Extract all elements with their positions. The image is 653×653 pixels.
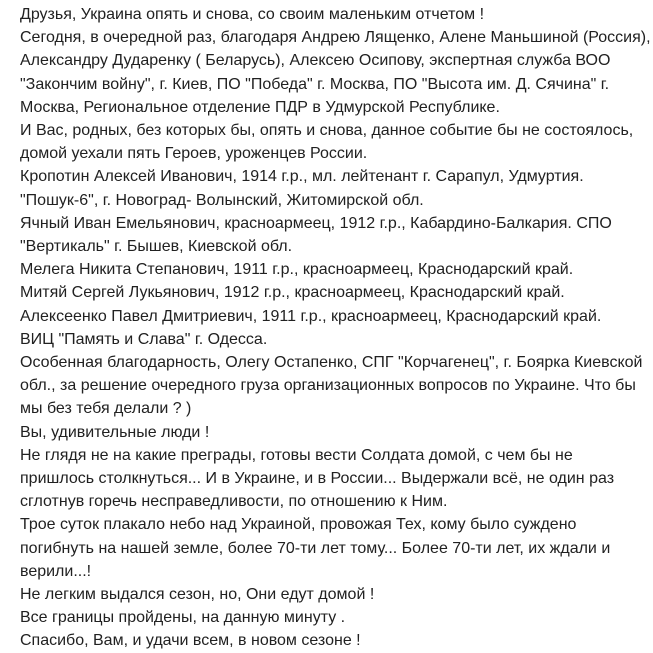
text-line: "Вертикаль" г. Бышев, Киевской обл. [20, 238, 293, 256]
text-line: Не легким выдался сезон, но, Они едут домой ! [20, 586, 375, 604]
text-line: Кропотин Алексей Иванович, 1914 г.р., мл. лейтенант г. Сарапул, Удмуртия. [20, 168, 584, 186]
text-line: "Пошук-6", г. Новоград- Волынский, Житомирской обл. [20, 191, 424, 209]
text-line: домой уехали пять Героев, уроженцев России. [20, 145, 368, 163]
text-line: Митяй Сергей Лукьянович, 1912 г.р., красноармеец, Краснодарский край. [20, 284, 565, 302]
text-line: обл., за решение очередного груза организационных вопросов по Украине. Что бы [20, 377, 636, 395]
text-line: Александру Дударенку ( Беларусь), Алексею Осипову, экспертная служба ВОО [20, 52, 611, 70]
text-line: Москва, Региональное отделение ПДР в Удмурской Республике. [20, 98, 500, 116]
text-line: Особенная благодарность, Олегу Остапенко, СПГ "Корчагенец", г. Боярка Киевской [20, 354, 643, 372]
text-line: Ячный Иван Емельянович, красноармеец, 1912 г.р., Кабардино-Балкария. СПО [20, 214, 612, 232]
text-line: мы без тебя делали ? ) [20, 400, 192, 418]
text-line: Трое суток плакало небо над Украиной, провожая Тех, кому было суждено [20, 516, 577, 534]
text-line: верили...! [20, 562, 92, 580]
text-line: Все границы пройдены, на данную минуту . [20, 609, 346, 627]
text-line: пришлось столкнуться... И в Украине, и в России... Выдержали всё, не один раз [20, 470, 615, 488]
text-line: Спасибо, Вам, и удачи всем, в новом сезоне ! [20, 632, 361, 650]
text-line: Алексеенко Павел Дмитриевич, 1911 г.р., красноармеец, Краснодарский край. [20, 307, 602, 325]
text-line: сглотнув горечь несправедливости, по отношению к Ним. [20, 493, 448, 511]
text-line: погибнуть на нашей земле, более 70-ти лет тому... Более 70-ти лет, их ждали и [20, 539, 611, 557]
text-line: Не глядя не на какие преграды, готовы вести Солдата домой, с чем бы не [20, 446, 573, 464]
text-line: Друзья, Украина опять и снова, со своим маленьким отчетом ! [20, 6, 485, 23]
post-text [20, 3, 651, 653]
text-line: Вы, удивительные люди ! [20, 423, 210, 441]
text-line: ВИЦ "Память и Слава" г. Одесса. [20, 330, 268, 348]
text-line: И Вас, родных, без которых бы, опять и снова, данное событие бы не состоялось, [20, 122, 634, 140]
text-line: "Закончим войну", г. Киев, ПО "Победа" г. Москва, ПО "Высота им. Д. Сячина" г. [20, 75, 610, 93]
text-line: Сегодня, в очередной раз, благодаря Андрею Лященко, Алене Маньшиной (Россия), [20, 29, 651, 47]
text-line: Мелега Никита Степанович, 1911 г.р., красноармеец, Краснодарский край. [20, 261, 574, 279]
